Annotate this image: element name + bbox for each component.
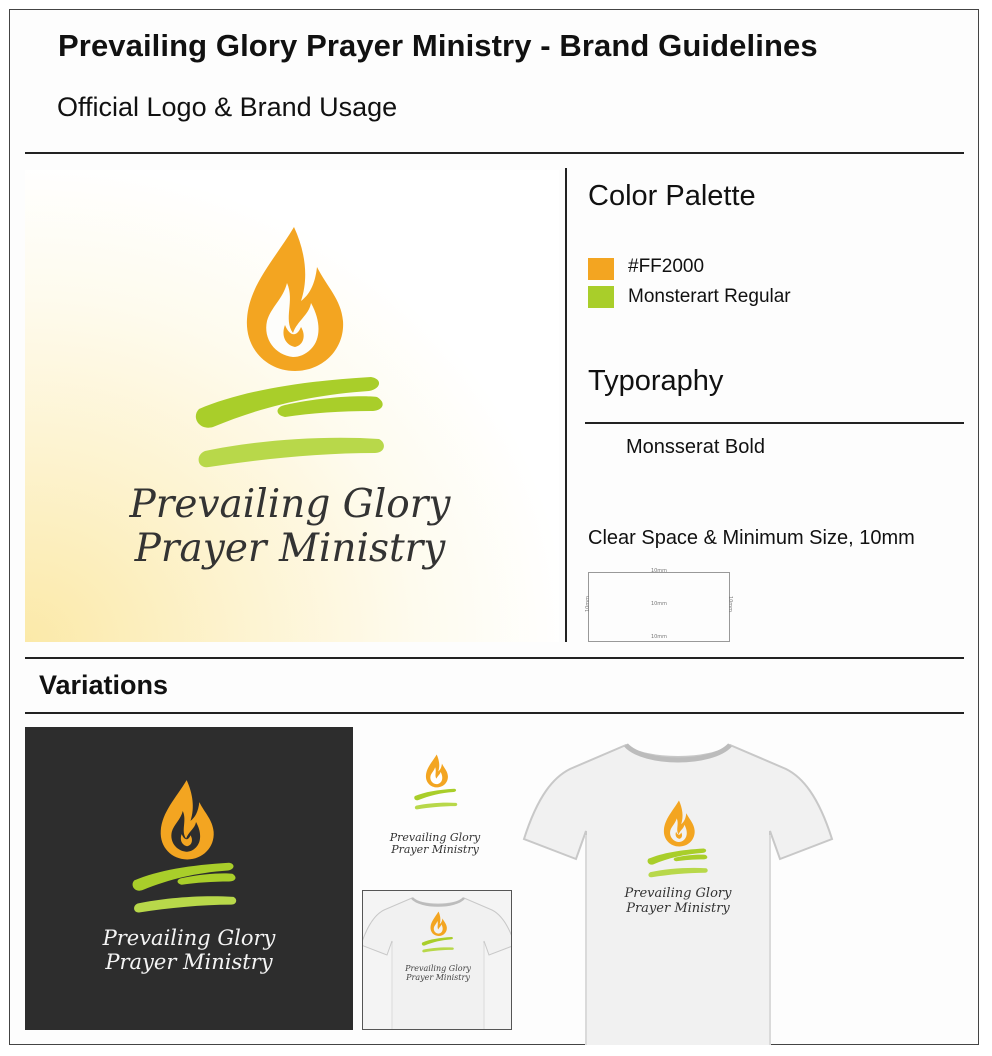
logo-line-1: Prevailing Glory <box>129 482 451 527</box>
primary-logo-wordmark <box>125 483 455 570</box>
clear-space-diagram <box>586 568 732 642</box>
logo-line-2: Prayer Ministry <box>105 949 273 974</box>
typography-value: Monsserat Bold <box>626 436 765 458</box>
logo-line-2: Prayer Ministry <box>626 900 730 916</box>
variations-heading: Variations <box>39 670 169 700</box>
color-palette-heading: Color Palette <box>588 180 756 212</box>
variation-large-tshirt <box>518 735 838 1045</box>
typography-divider <box>585 422 964 424</box>
variation-dark-background <box>25 727 353 1030</box>
clear-space-label: Clear Space & Minimum Size, 10mm <box>588 527 915 549</box>
variation-small-logo <box>380 752 490 872</box>
page-title: Prevailing Glory Prayer Ministry - Brand Guidelines <box>58 28 818 63</box>
dim-top: 10mm <box>650 568 668 574</box>
dim-middle: 10mm <box>650 601 668 607</box>
flame-leaf-logo-icon <box>191 225 391 470</box>
logo-line-2: Prayer Ministry <box>391 843 479 857</box>
flame-leaf-logo-icon <box>413 754 459 810</box>
dim-bottom: 10mm <box>650 634 668 640</box>
swatch-green-label: Monsterart Regular <box>628 286 791 307</box>
column-divider <box>565 168 567 642</box>
flame-leaf-logo-icon <box>421 911 455 953</box>
dark-logo-wordmark <box>59 927 319 974</box>
flame-leaf-logo-icon <box>646 799 710 879</box>
logo-line-2: Prayer Ministry <box>406 972 470 982</box>
logo-line-2: Prayer Ministry <box>134 525 446 571</box>
large-tshirt-wordmark <box>613 887 743 916</box>
small-logo-wordmark <box>380 832 490 857</box>
dim-left: 10mm <box>585 595 592 613</box>
primary-logo-panel <box>25 170 559 642</box>
flame-leaf-logo-icon <box>129 779 241 914</box>
dim-right: 10mm <box>727 595 734 613</box>
swatch-orange-label: #FF2000 <box>628 256 705 277</box>
clear-space-box <box>588 572 730 642</box>
logo-line-1: Prevailing Glory <box>405 964 471 973</box>
variations-divider-bottom <box>25 712 964 714</box>
header-divider <box>25 152 964 154</box>
logo-line-1: Prevailing Glory <box>389 831 481 844</box>
page-subtitle: Official Logo & Brand Usage <box>57 92 398 122</box>
variation-small-tshirt <box>362 890 512 1030</box>
logo-line-1: Prevailing Glory <box>102 926 276 950</box>
swatch-green <box>588 286 614 308</box>
variations-divider-top <box>25 657 964 659</box>
logo-line-1: Prevailing Glory <box>624 886 732 901</box>
small-tshirt-wordmark <box>393 965 483 983</box>
typography-heading: Typoraphy <box>588 365 724 397</box>
swatch-orange <box>588 258 614 280</box>
